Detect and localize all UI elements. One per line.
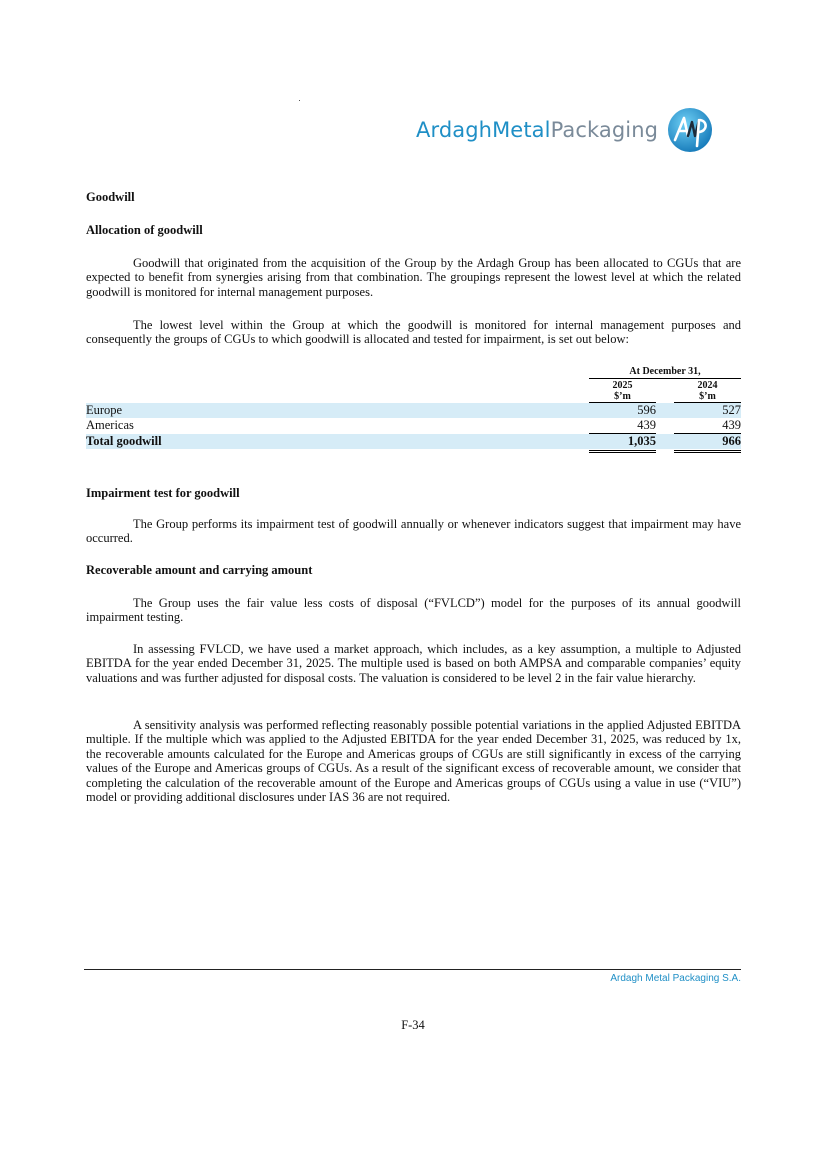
impairment-paragraph-1: The Group performs its impairment test of goodwill annually or whenever indicators suggest that impairment may have occurred.	[86, 517, 741, 546]
company-logo	[416, 104, 714, 156]
table-row-total: Total goodwill 1,035 966	[86, 434, 741, 448]
section-title-allocation: Allocation of goodwill	[86, 223, 203, 237]
total-double-rule-2024-a	[674, 450, 741, 451]
allocation-paragraph-2: The lowest level within the Group at which the goodwill is monitored for internal management purposes and consequently the groups of CGUs to which goodwill is allocated and tested for impairment, is set out below:	[86, 318, 741, 347]
table-period-header: At December 31,	[589, 366, 741, 379]
recoverable-paragraph-3: A sensitivity analysis was performed reflecting reasonably possible potential variations in the applied Adjusted EBITDA multiple. If the multiple which was applied to the Adjusted EBITDA for the year ended December 31, 2025, was reduced by 1x, the recoverable amounts calculated for the Europe and Americas groups of CGUs are still significantly in excess of the carrying values of the Europe and Americas groups of CGUs. As a result of the significant excess of recoverable amount, we consider that completing the calculation of the recoverable amount of the Europe and Americas groups of CGUs using a value in use (“VIU”) model or providing additional disclosures under IAS 36 are not required.	[86, 718, 741, 805]
table-row-americas: Americas 439 439	[86, 418, 741, 432]
page-number: F-34	[401, 1018, 425, 1032]
allocation-paragraph-1: Goodwill that originated from the acquisition of the Group by the Ardagh Group has been allocated to CGUs that are expected to benefit from synergies arising from that combination. The groupings represent the lowest level at which the related goodwill is monitored for internal management purposes.	[86, 256, 741, 299]
total-double-rule-2025-a	[589, 450, 656, 451]
table-col-2025-header: 2025 $’m	[612, 380, 633, 402]
table-row-europe: Europe 596 527	[86, 403, 741, 417]
section-title-impairment: Impairment test for goodwill	[86, 486, 240, 500]
total-double-rule-2025-b	[589, 452, 656, 453]
logo-wordmark: ArdaghMetalPackaging	[416, 118, 659, 142]
stray-dot	[299, 100, 300, 101]
total-double-rule-2024-b	[674, 452, 741, 453]
footer-rule	[84, 969, 741, 970]
section-title-goodwill: Goodwill	[86, 190, 135, 204]
recoverable-paragraph-2: In assessing FVLCD, we have used a market approach, which includes, as a key assumption, a multiple to Adjusted EBITDA for the year ended December 31, 2025. The multiple used is based on both AMPSA and comparable companies’ equity valuations and was further adjusted for disposal costs. The valuation is considered to be level 2 in the fair value hierarchy.	[86, 642, 741, 685]
table-col-2024-header: 2024 $’m	[697, 380, 718, 402]
footer-company-name: Ardagh Metal Packaging S.A.	[610, 973, 741, 984]
recoverable-paragraph-1: The Group uses the fair value less costs of disposal (“FVLCD”) model for the purposes of its annual goodwill impairment testing.	[86, 596, 741, 625]
section-title-recoverable: Recoverable amount and carrying amount	[86, 563, 313, 577]
amp-monogram-icon	[666, 106, 714, 154]
